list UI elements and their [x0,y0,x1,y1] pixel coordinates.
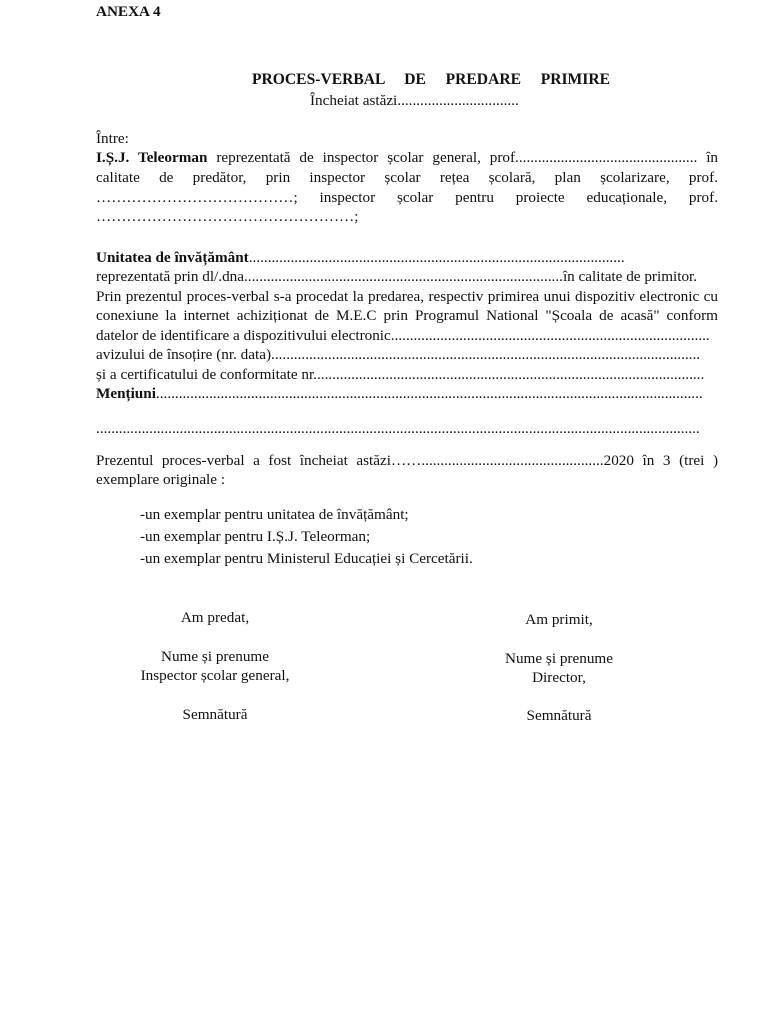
unit-representative-line: reprezentată prin dl/.dna....................................................................................în calitate de primitor. [96,268,698,285]
closing-line-2: exemplare originale : [96,471,226,488]
mentions-label: Mențiuni [96,385,156,402]
closing-line-1: Prezentul proces-verbal a fost încheiat astăzi……................................................2020 în 3 (trei ) [96,452,718,469]
mentions-continuation: ............................................................................................................................................................... [96,420,700,437]
handover-role: Inspector școlar general, [140,667,290,684]
body-line-3: datelor de identificare a dispozitivului electronic.................................................................................... [96,327,710,344]
issuer-line-1 [96,148,718,168]
issuer-line-1-text: reprezentată de inspector școlar general, prof................................................ în [216,149,719,166]
body-line-4: avizului de însoțire (nr. data)................................................................................................................. [96,346,701,363]
receipt-heading: Am primit, [525,611,593,628]
unit-line [96,248,625,268]
issuer-line-4: ……………………………………………; [96,208,359,225]
issuer-name: I.Ș.J. Teleorman [96,149,208,166]
document-title: PROCES-VERBAL DE PREDARE PRIMIRE [252,71,610,88]
unit-label-fill: ................................................................................................... [248,249,625,266]
copy-item: -un exemplar pentru unitatea de învățământ; [140,506,409,523]
body-line-5: și a certificatului de conformitate nr....................................................................................................... [96,366,705,383]
receipt-signature-label: Semnătură [526,707,592,724]
between-label: Între: [96,130,129,147]
receipt-role: Director, [532,669,586,686]
copy-item: -un exemplar pentru I.Ș.J. Teleorman; [140,528,371,545]
mentions-fill: ................................................................................................................................................ [155,385,703,402]
issuer-line-3: …………………………………; inspector școlar pentru proiecte educaționale, prof. [96,189,718,206]
unit-label: Unitatea de învățământ [96,249,249,266]
concluded-date-line: Încheiat astăzi................................ [310,92,519,109]
annex-label: ANEXA 4 [96,3,161,20]
copy-item: -un exemplar pentru Ministerul Educației și Cercetării. [140,550,473,567]
body-line-2: conexiune la internet achiziționat de M.E.C prin Programul National "Școala de acasă" conform [96,307,718,324]
issuer-line-2: calitate de predător, prin inspector școlar rețea școlară, plan școlarizare, prof. [96,169,718,186]
body-line-1: Prin prezentul proces-verbal s-a procedat la predarea, respectiv primirea unui dispozitiv electronic cu [96,288,718,305]
receipt-name-label: Nume și prenume [505,650,613,667]
handover-name-label: Nume și prenume [161,648,269,665]
handover-signature-label: Semnătură [182,706,248,723]
handover-heading: Am predat, [180,609,250,626]
mentions-line [96,384,703,404]
